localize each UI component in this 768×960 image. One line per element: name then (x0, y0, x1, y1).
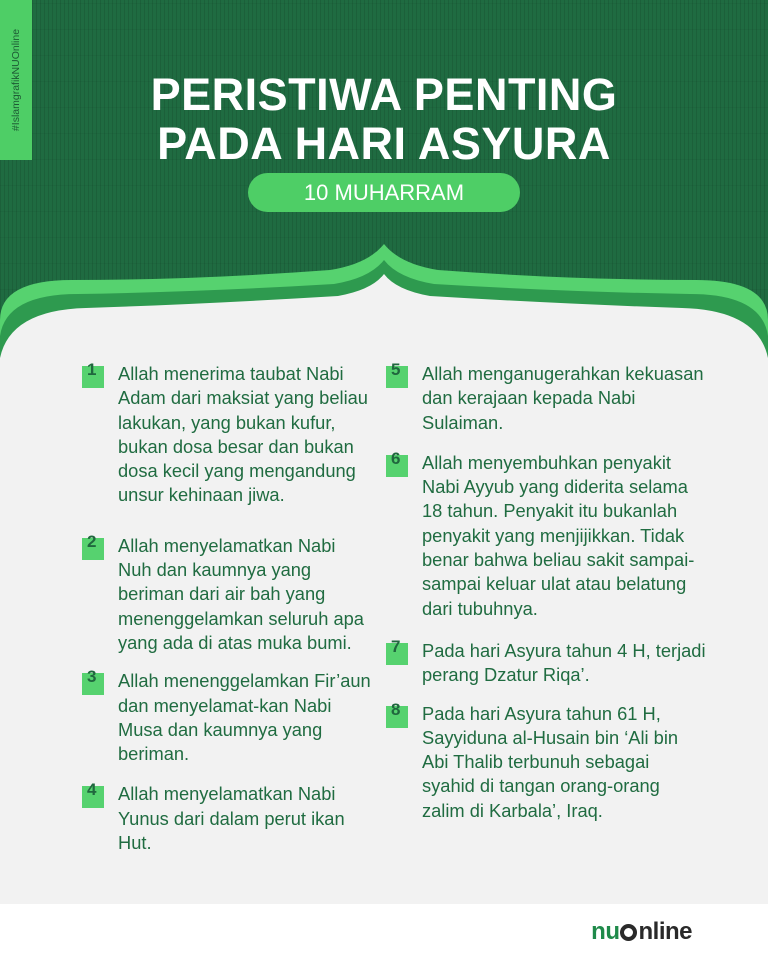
event-number-badge (82, 667, 104, 695)
events-left-column (82, 362, 372, 855)
title-line-1: PERISTIWA PENTING (150, 69, 618, 120)
event-number: 6 (391, 448, 401, 468)
events-right-column (386, 362, 706, 823)
event-number-badge (82, 780, 104, 808)
subtitle-pill: 10 MUHARRAM (248, 173, 520, 212)
event-text: Allah menenggelamkan Fir’aun dan menyelamat-kan Nabi Musa dan kaumnya yang beriman. (118, 670, 371, 765)
event-item-6 (386, 448, 706, 621)
event-number: 7 (391, 636, 401, 656)
event-text: Allah menganugerahkan kekuasan dan kerajaan kepada Nabi Sulaiman. (422, 363, 704, 433)
event-item-7 (386, 636, 706, 688)
event-text: Allah menyelamatkan Nabi Yunus dari dalam perut ikan Hut. (118, 783, 345, 854)
event-text: Pada hari Asyura tahun 61 H, Sayyiduna al-Husain bin ‘Ali bin Abi Thalib terbunuh sebagai syahid di tangan orang-orang zalim di Karbala’, Iraq. (422, 702, 679, 821)
event-number: 1 (87, 360, 97, 379)
event-item-1 (82, 362, 372, 508)
logo-text-nline: nline (638, 918, 692, 945)
side-hashtag-text: #IslamgrafikNUOnline (10, 28, 22, 132)
event-number-badge (82, 531, 104, 560)
event-item-8 (386, 699, 706, 823)
event-text: Allah menerima taubat Nabi Adam dari maksiat yang beliau lakukan, yang bukan kufur, bukan dosa besar dan bukan dosa kecil yang mengandung unsur kehinaan jiwa. (118, 363, 368, 506)
event-text: Pada hari Asyura tahun 4 H, terjadi perang Dzatur Riqa’. (422, 639, 706, 686)
logo-text-nu: nu (591, 918, 620, 945)
event-number: 4 (87, 780, 97, 800)
event-text: Allah menyembuhkan penyakit Nabi Ayyub yang diderita selama 18 tahun. Penyakit itu bukanlah penyakit yang menjijikkan. Tidak benar bahwa beliau sakit sampai-sampai keluar ulat atau belatung dari tubuhnya. (422, 451, 695, 619)
event-number: 2 (87, 531, 97, 551)
event-text: Allah menyelamatkan Nabi Nuh dan kaumnya yang beriman dari air bah yang menenggelamkan seluruh apa yang ada di atas muka bumi. (118, 534, 364, 653)
page-title (0, 70, 768, 168)
title-line-2: PADA HARI ASYURA (157, 118, 611, 169)
event-number-badge (386, 636, 408, 665)
event-number: 3 (87, 667, 97, 687)
event-number: 8 (391, 699, 401, 719)
event-item-5 (386, 362, 706, 435)
event-number-badge (386, 360, 408, 388)
event-number-badge (386, 699, 408, 728)
event-number-badge (386, 448, 408, 477)
logo-ring-icon (620, 924, 637, 941)
nu-online-logo (591, 918, 692, 946)
event-item-3 (82, 669, 372, 766)
event-number: 5 (391, 360, 401, 379)
event-item-4 (82, 782, 372, 855)
event-number-badge (82, 360, 104, 388)
event-item-2 (82, 531, 372, 655)
